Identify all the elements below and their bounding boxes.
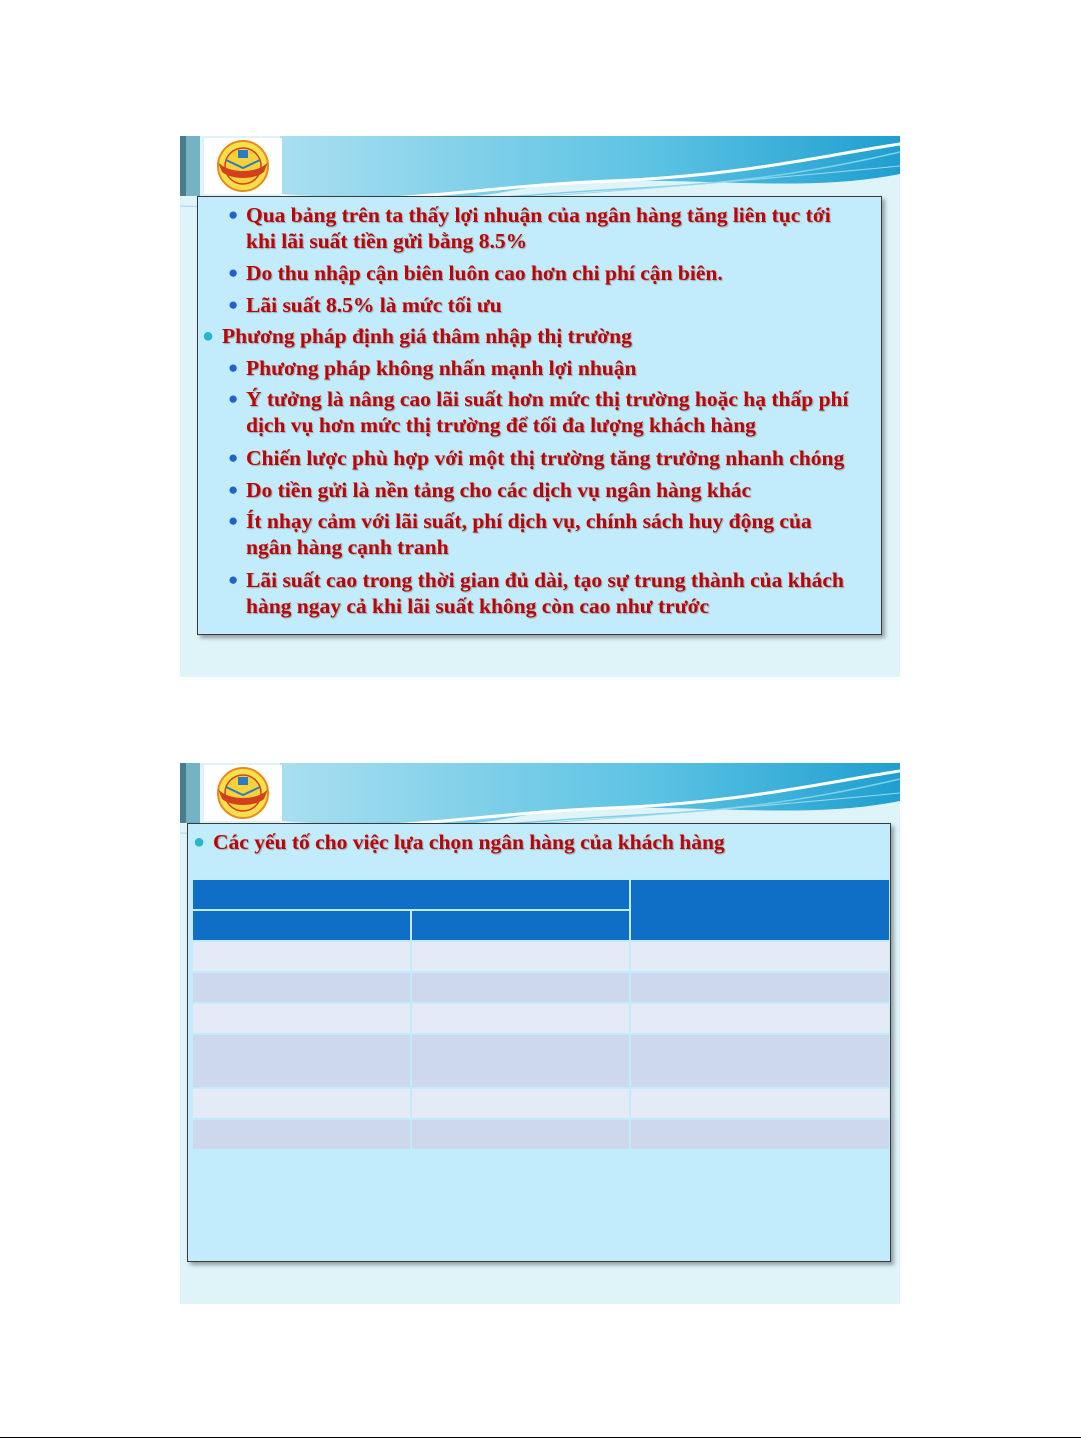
- table-cell: [193, 973, 410, 1002]
- table-cell: [412, 1004, 630, 1033]
- content-box: [197, 196, 882, 635]
- bullet-dot-icon: ●: [228, 295, 239, 314]
- bullet-dot-icon: ●: [228, 389, 239, 408]
- table-cell: [631, 1120, 889, 1149]
- table-cell: [631, 1089, 889, 1118]
- content-box: [187, 823, 891, 1262]
- table-cell: [193, 1089, 410, 1118]
- table-header-cell: [193, 880, 629, 909]
- table-row: [193, 1004, 889, 1033]
- table-cell: [631, 973, 889, 1002]
- school-logo-icon: [204, 138, 282, 194]
- bullet-item: ● Lãi suất cao trong thời gian đủ dài, tạo sự trung thành của khách hàng ngay cả khi lãi suất không còn cao như trước: [228, 568, 844, 618]
- table-cell: [631, 942, 889, 971]
- bullet-dot-icon: ●: [228, 570, 239, 589]
- slide-1: [180, 136, 900, 677]
- bullet-dot-icon: ●: [228, 358, 239, 377]
- bullet-item: ● Lãi suất 8.5% là mức tối ưu: [228, 293, 502, 317]
- table-cell: [412, 1089, 630, 1118]
- table-header-cell: [412, 911, 630, 940]
- bullet-item-level1: ● Phương pháp định giá thâm nhập thị trường: [202, 324, 632, 348]
- table-header-cell: [193, 911, 410, 940]
- bullet-dot-icon: ●: [228, 448, 239, 467]
- slide-heading: ● Các yếu tố cho việc lựa chọn ngân hàng của khách hàng: [193, 830, 725, 854]
- table-cell: [412, 1035, 630, 1087]
- bullet-item: ● Qua bảng trên ta thấy lợi nhuận của ngân hàng tăng liên tục tới khi lãi suất tiền gửi bằng 8.5%: [228, 203, 831, 253]
- bullet-item: ● Phương pháp không nhấn mạnh lợi nhuận: [228, 356, 637, 380]
- bullet-item: ● Chiến lược phù hợp với một thị trường tăng trưởng nhanh chóng: [228, 446, 845, 470]
- table-cell: [631, 1004, 889, 1033]
- bullet-dot-icon: ●: [228, 205, 239, 224]
- bullet-item: ● Ý tưởng là nâng cao lãi suất hơn mức thị trường hoặc hạ thấp phí dịch vụ hơn mức thị trường để tối đa lượng khách hàng: [228, 387, 849, 437]
- table-row: [193, 1120, 889, 1149]
- table-cell: [631, 1035, 889, 1087]
- table-row: [193, 1089, 889, 1118]
- bullet-item: ● Do tiền gửi là nền tảng cho các dịch vụ ngân hàng khác: [228, 478, 752, 502]
- bullet-item: ● Ít nhạy cảm với lãi suất, phí dịch vụ, chính sách huy động của ngân hàng cạnh tranh: [228, 509, 812, 559]
- data-table: [191, 878, 891, 1151]
- table-row: [193, 942, 889, 971]
- table-header-cell: [631, 880, 889, 940]
- table-cell: [412, 973, 630, 1002]
- page-bottom-rule: [0, 1437, 1081, 1438]
- table-cell: [193, 942, 410, 971]
- bullet-dot-icon: ●: [193, 831, 206, 853]
- school-logo-icon: [204, 765, 282, 821]
- table-cell: [193, 1035, 410, 1087]
- bullet-dot-icon: ●: [228, 263, 239, 282]
- table-row: [193, 973, 889, 1002]
- bullet-dot-icon: ●: [228, 480, 239, 499]
- bullet-dot-icon: ●: [202, 325, 215, 347]
- table-row: [193, 1035, 889, 1087]
- bullet-item: ● Do thu nhập cận biên luôn cao hơn chi phí cận biên.: [228, 261, 723, 285]
- slide-2: [180, 763, 900, 1304]
- table-cell: [412, 942, 630, 971]
- table-cell: [412, 1120, 630, 1149]
- bullet-dot-icon: ●: [228, 511, 239, 530]
- table-cell: [193, 1004, 410, 1033]
- table-cell: [193, 1120, 410, 1149]
